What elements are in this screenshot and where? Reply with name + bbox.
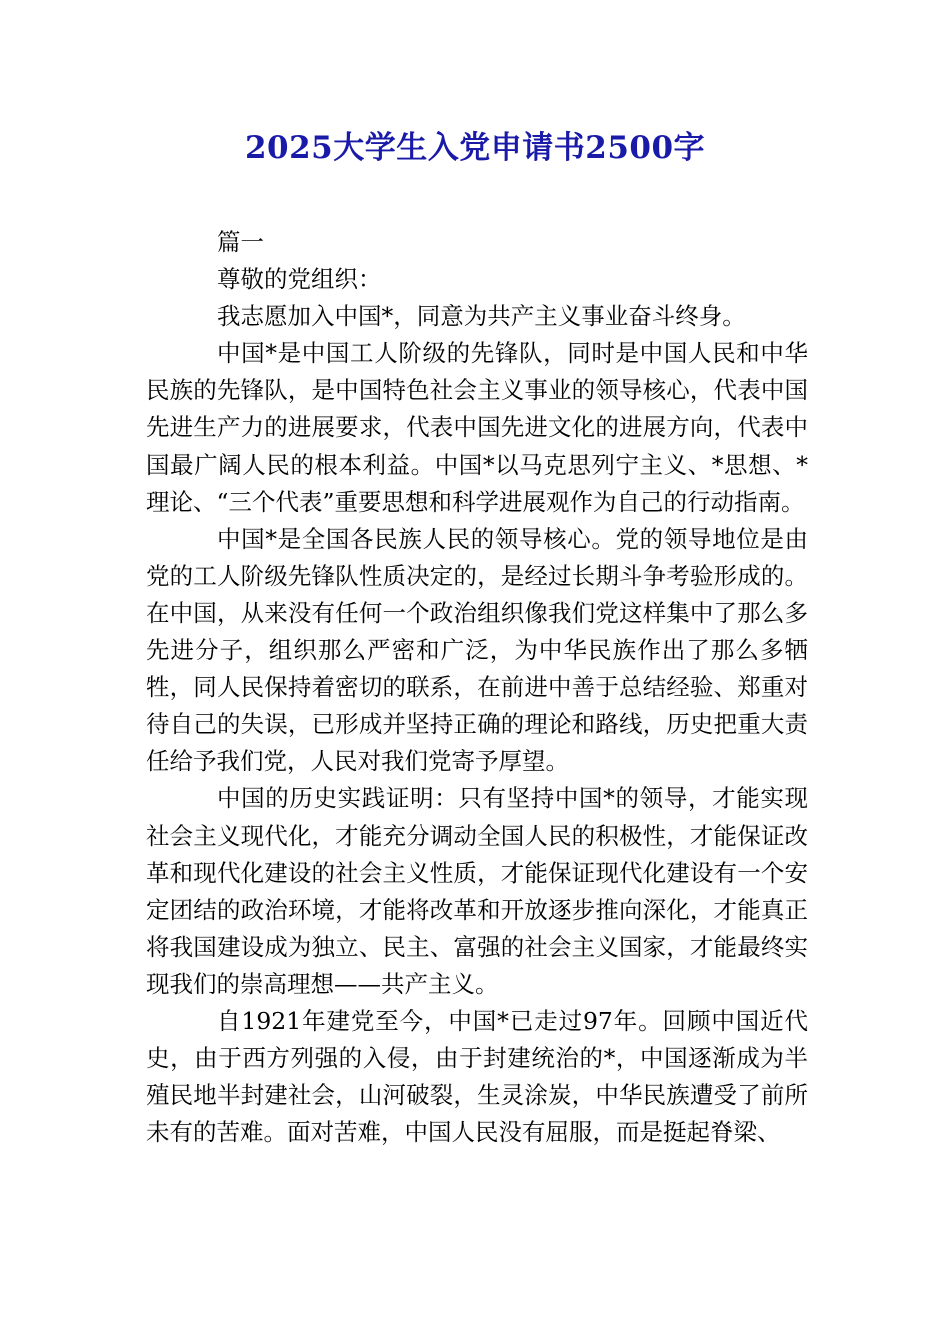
body-paragraph: 中国的历史实践证明：只有坚持中国*的领导，才能实现社会主义现代化，才能充分调动全国人民的积极性，才能保证改革和现代化建设的社会主义性质，才能保证现代化建设有一个安定团结的政治环境，才能将改革和开放逐步推向深化，才能真正将我国建设成为独立、民主、富强的社会主义国家，才能最终实现我们的崇高理想——共产主义。 [146,784,808,998]
document-body [146,224,808,1151]
document-title: 2025大学生入党申请书2500字 [244,130,706,166]
section-heading: 篇一 [217,228,264,256]
body-paragraph: 自1921年建党至今，中国*已走过97年。回顾中国近代史，由于西方列强的入侵，由于封建统治的*，中国逐渐成为半殖民地半封建社会，山河破裂，生灵涂炭，中华民族遭受了前所未有的苦难。面对苦难，中国人民没有屈服，而是挺起脊梁、 [146,1006,808,1147]
salutation: 尊敬的党组织： [217,265,382,294]
body-paragraph: 中国*是中国工人阶级的先锋队，同时是中国人民和中华民族的先锋队，是中国特色社会主义事业的领导核心，代表中国先进生产力的进展要求，代表中国先进文化的进展方向，代表中国最广阔人民的根本利益。中国*以马克思列宁主义、*思想、*理论、“三个代表”重要思想和科学进展观作为自己的行动指南。 [146,339,808,516]
body-paragraph: 我志愿加入中国*，同意为共产主义事业奋斗终身。 [217,302,746,331]
body-paragraph: 中国*是全国各民族人民的领导核心。党的领导地位是由党的工人阶级先锋队性质决定的，是经过长期斗争考验形成的。在中国，从来没有任何一个政治组织像我们党这样集中了那么多先进分子，组织那么严密和广泛，为中华民族作出了那么多牺牲，同人民保持着密切的联系，在前进中善于总结经验、郑重对待自己的失误，已形成并坚持正确的理论和路线，历史把重大责任给予我们党，人民对我们党寄予厚望。 [146,524,808,776]
